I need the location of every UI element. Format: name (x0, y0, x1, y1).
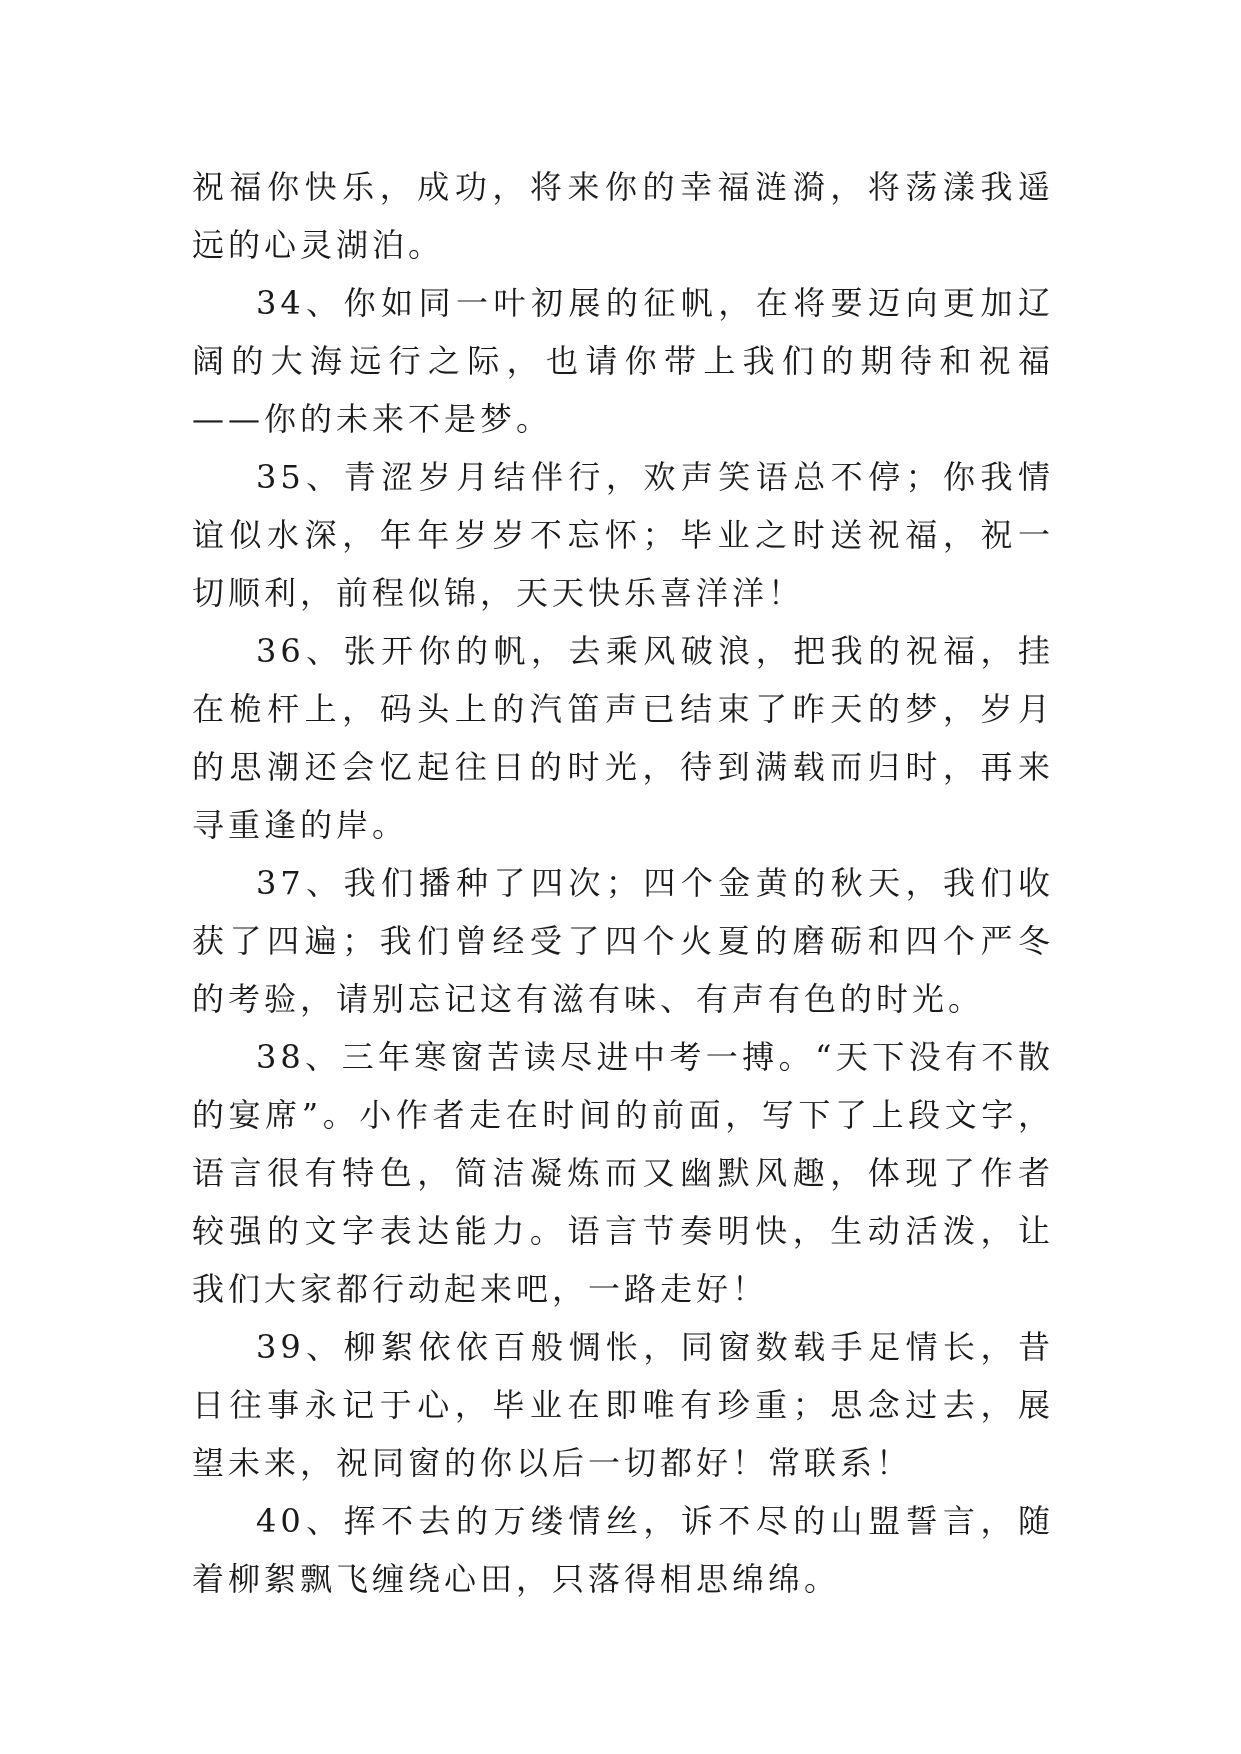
paragraph-continuation: 祝福你快乐，成功，将来你的幸福涟漪，将荡漾我遥远的心灵湖泊。 (192, 168, 1054, 264)
paragraph-36: 36、张开你的帆，去乘风破浪，把我的祝福，挂在桅杆上，码头上的汽笛声已结束了昨天的梦，岁月的思潮还会忆起往日的时光，待到满载而归时，再来寻重逢的岸。 (192, 632, 1054, 844)
document-body (192, 158, 1054, 1608)
paragraph-39: 39、柳絮依依百般惆怅，同窗数载手足情长，昔日往事永记于心，毕业在即唯有珍重；思念过去，展望未来，祝同窗的你以后一切都好！常联系！ (192, 1328, 1054, 1482)
paragraph-38: 38、三年寒窗苦读尽进中考一搏。“天下没有不散的宴席”。小作者走在时间的前面，写下了上段文字，语言很有特色，简洁凝炼而又幽默风趣，体现了作者较强的文字表达能力。语言节奏明快，生动活泼，让我们大家都行动起来吧，一路走好！ (192, 1038, 1054, 1308)
paragraph-37: 37、我们播种了四次；四个金黄的秋天，我们收获了四遍；我们曾经受了四个火夏的磨砺和四个严冬的考验，请别忘记这有滋有味、有声有色的时光。 (192, 864, 1054, 1018)
paragraph-40: 40、挥不去的万缕情丝，诉不尽的山盟誓言，随着柳絮飘飞缠绕心田，只落得相思绵绵。 (192, 1502, 1054, 1598)
paragraph-35: 35、青涩岁月结伴行，欢声笑语总不停；你我情谊似水深，年年岁岁不忘怀；毕业之时送祝福，祝一切顺利，前程似锦，天天快乐喜洋洋！ (192, 458, 1054, 612)
paragraph-34: 34、你如同一叶初展的征帆，在将要迈向更加辽阔的大海远行之际，也请你带上我们的期待和祝福——你的未来不是梦。 (192, 284, 1054, 438)
